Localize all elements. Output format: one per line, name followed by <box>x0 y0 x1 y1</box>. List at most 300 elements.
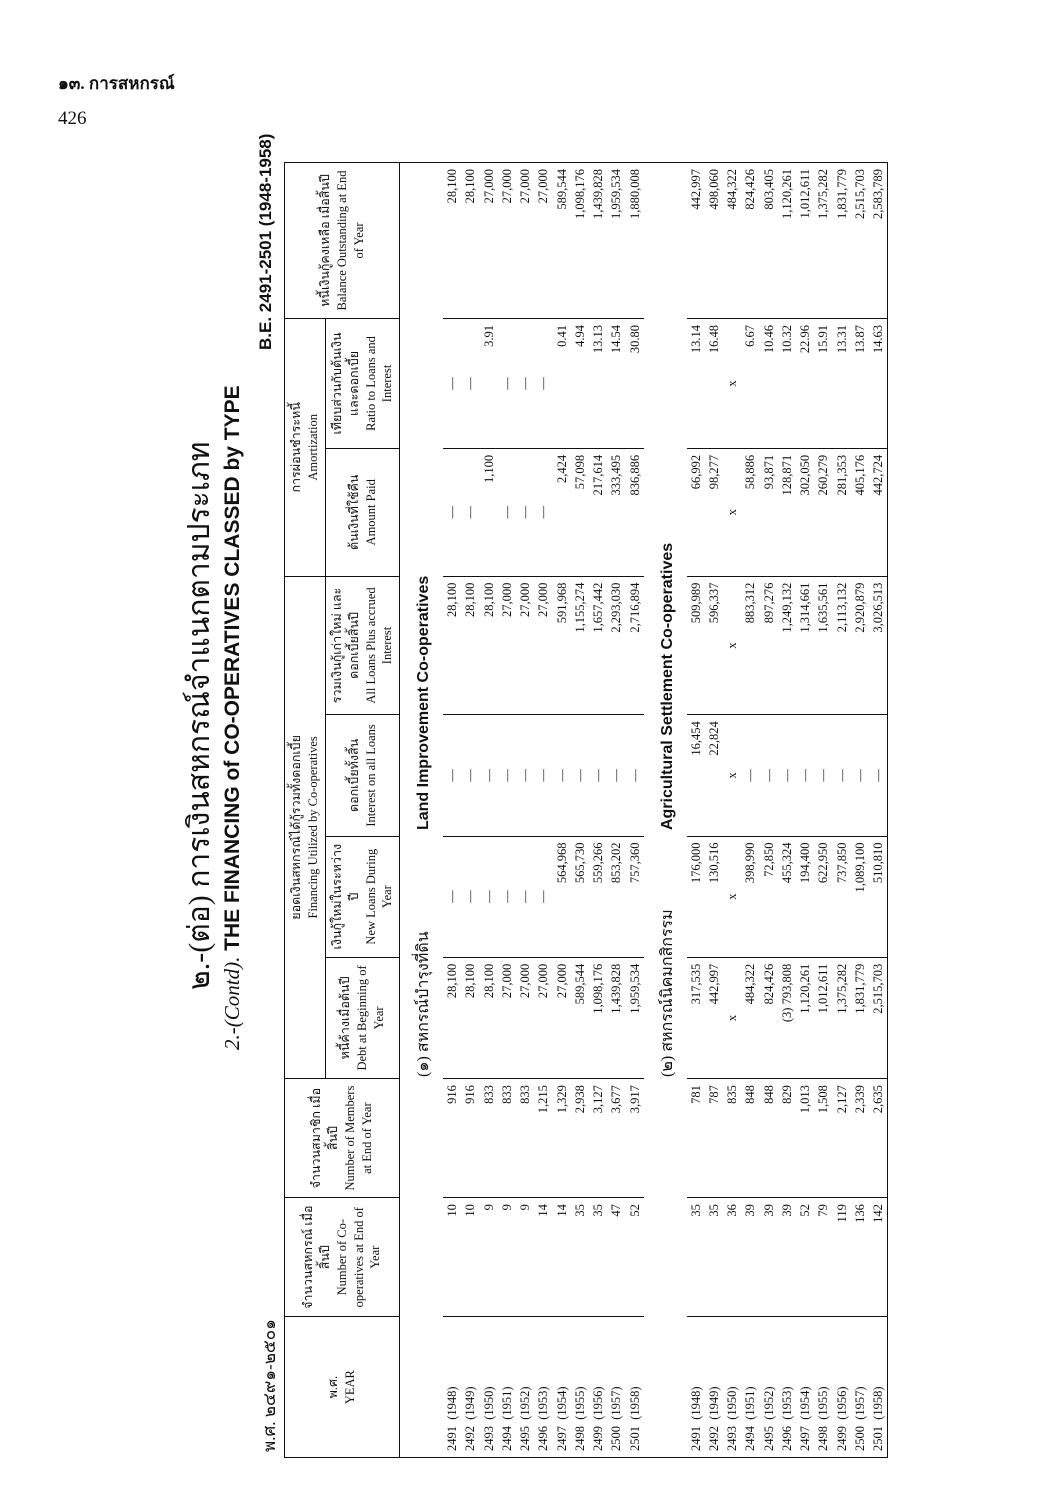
cell-paid: — <box>443 448 461 576</box>
cell-balance: 442,997 <box>687 163 705 319</box>
year-be: 2499 <box>834 1426 849 1451</box>
section-heading-row <box>400 163 443 1458</box>
cell-debt: 27,000 <box>498 957 516 1078</box>
header-all-en: All Loans Plus accrued Interest <box>363 587 395 704</box>
cell-coops: 14 <box>553 1198 571 1317</box>
cell-members: 3,917 <box>626 1079 644 1198</box>
cell-ratio: 6.67 <box>741 318 759 448</box>
year-ce: (1948) <box>688 1386 703 1420</box>
table-row <box>480 163 498 1458</box>
cell-all: 2,716,894 <box>626 576 644 715</box>
table-row <box>516 163 534 1458</box>
cell-paid: 217,614 <box>589 448 607 576</box>
cell-debt: 2,515,703 <box>869 957 888 1078</box>
year-be: 2493 <box>481 1426 496 1451</box>
cell-paid: — <box>516 448 534 576</box>
cell-members: 2,339 <box>851 1079 869 1198</box>
header-debt-en: Debt at Beginning of Year <box>355 965 386 1071</box>
cell-coops: 52 <box>626 1198 644 1317</box>
cell-coops: 9 <box>480 1198 498 1317</box>
cell-balance: 2,583,789 <box>869 163 888 319</box>
cell-paid: 281,353 <box>833 448 851 576</box>
cell-coops: 36 <box>723 1198 741 1317</box>
year-cell <box>741 1317 759 1458</box>
cell-paid: 1,100 <box>480 448 498 576</box>
cell-ratio: 14.54 <box>607 318 625 448</box>
cell-ratio: 15.91 <box>814 318 832 448</box>
year-ce: (1949) <box>706 1386 721 1420</box>
cell-ratio: 14.63 <box>869 318 888 448</box>
cell-balance: 1,375,282 <box>814 163 832 319</box>
table-row <box>796 163 814 1458</box>
cell-ratio: — <box>461 318 479 448</box>
year-cell <box>723 1317 741 1458</box>
cell-balance: 2,515,703 <box>851 163 869 319</box>
year-ce: (1953) <box>536 1386 551 1420</box>
cell-new: 564,968 <box>553 836 571 957</box>
cell-ratio: — <box>534 318 552 448</box>
cell-all: 2,920,879 <box>851 576 869 715</box>
cell-coops: 35 <box>571 1198 589 1317</box>
cell-coops: 35 <box>589 1198 607 1317</box>
cell-paid: 98,277 <box>705 448 723 576</box>
cell-members: 2,635 <box>869 1079 888 1198</box>
year-be: 2491 <box>445 1426 460 1451</box>
table-row <box>571 163 589 1458</box>
table-row <box>589 163 607 1458</box>
cell-debt: 1,120,261 <box>796 957 814 1078</box>
header-coops <box>285 1198 400 1317</box>
year-ce: (1953) <box>779 1386 794 1420</box>
year-ce: (1951) <box>743 1386 758 1420</box>
cell-members: 1,508 <box>814 1079 832 1198</box>
cell-interest: — <box>461 715 479 836</box>
cell-coops: 14 <box>534 1198 552 1317</box>
cell-all: 27,000 <box>516 576 534 715</box>
cell-balance: 1,120,261 <box>778 163 796 319</box>
cell-all: 3,026,513 <box>869 576 888 715</box>
year-cell <box>607 1317 625 1458</box>
table-row <box>833 163 851 1458</box>
cell-interest: — <box>741 715 759 836</box>
cell-coops: 39 <box>760 1198 778 1317</box>
cell-all: 27,000 <box>534 576 552 715</box>
cell-new: 455,324 <box>778 836 796 957</box>
financing-table <box>284 162 888 1458</box>
cell-interest: — <box>626 715 644 836</box>
cell-all: x <box>723 576 741 715</box>
cell-debt: 1,439,828 <box>607 957 625 1078</box>
cell-balance: 27,000 <box>516 163 534 319</box>
year-ce: (1951) <box>499 1386 514 1420</box>
cell-all: 2,293,030 <box>607 576 625 715</box>
header-new-loans <box>325 836 400 957</box>
cell-interest: — <box>516 715 534 836</box>
cell-ratio: 3.91 <box>480 318 498 448</box>
cell-interest: — <box>571 715 589 836</box>
header-year-en: YEAR <box>343 1370 358 1405</box>
cell-members: 3,677 <box>607 1079 625 1198</box>
cell-ratio: 13.87 <box>851 318 869 448</box>
cell-coops: 39 <box>778 1198 796 1317</box>
year-cell <box>760 1317 778 1458</box>
year-cell <box>571 1317 589 1458</box>
year-ce: (1954) <box>798 1386 813 1420</box>
cell-paid: — <box>461 448 479 576</box>
section-name-thai: (๑) สหกรณ์บำรุงที่ดิน <box>400 836 443 1457</box>
year-be: 2492 <box>463 1426 478 1451</box>
year-be: 2497 <box>554 1426 569 1451</box>
table-row <box>534 163 552 1458</box>
table-row <box>741 163 759 1458</box>
cell-new: — <box>516 836 534 957</box>
cell-debt: 1,831,779 <box>851 957 869 1078</box>
header-financing-en: Financing Utilized by Co-operatives <box>305 736 320 919</box>
year-cell <box>705 1317 723 1458</box>
cell-all: 883,312 <box>741 576 759 715</box>
year-cell <box>626 1317 644 1458</box>
cell-debt: 589,544 <box>571 957 589 1078</box>
cell-all: 509,989 <box>687 576 705 715</box>
cell-all: 28,100 <box>461 576 479 715</box>
cell-members: 833 <box>516 1079 534 1198</box>
year-cell <box>778 1317 796 1458</box>
cell-balance: 28,100 <box>461 163 479 319</box>
cell-ratio: 10.32 <box>778 318 796 448</box>
year-be: 2501 <box>627 1426 642 1451</box>
cell-members: 829 <box>778 1079 796 1198</box>
year-cell <box>443 1317 461 1458</box>
cell-debt: 484,322 <box>741 957 759 1078</box>
cell-balance: 1,439,828 <box>589 163 607 319</box>
cell-balance: 28,100 <box>443 163 461 319</box>
cell-members: 916 <box>461 1079 479 1198</box>
cell-paid: 66,992 <box>687 448 705 576</box>
cell-coops: 119 <box>833 1198 851 1317</box>
year-be: 2496 <box>536 1426 551 1451</box>
cell-members: 1,215 <box>534 1079 552 1198</box>
cell-interest: — <box>760 715 778 836</box>
cell-debt: 442,997 <box>705 957 723 1078</box>
year-be: 2498 <box>572 1426 587 1451</box>
year-cell <box>851 1317 869 1458</box>
header-balance-en: Balance Outstanding at End of Year <box>334 170 366 311</box>
year-be: 2500 <box>609 1426 624 1451</box>
cell-balance: 1,831,779 <box>833 163 851 319</box>
year-cell <box>498 1317 516 1458</box>
header-coops-en: Number of Co-operatives at End of Year <box>334 1207 383 1308</box>
cell-balance: 27,000 <box>480 163 498 319</box>
cell-all: 1,657,442 <box>589 576 607 715</box>
header-year-th: พ.ศ. <box>326 1375 341 1399</box>
title-thai: ๒.-(ต่อ) การเงินสหกรณ์จำแนกตามประเภท <box>183 441 216 990</box>
cell-ratio: 16.48 <box>705 318 723 448</box>
cell-new: — <box>498 836 516 957</box>
cell-coops: 10 <box>443 1198 461 1317</box>
cell-members: 3,127 <box>589 1079 607 1198</box>
table-row <box>498 163 516 1458</box>
year-cell <box>833 1317 851 1458</box>
header-balance <box>285 163 400 319</box>
header-members-th: จำนวนสมาชิก เมื่อสิ้นปี <box>309 1087 341 1189</box>
cell-debt: 28,100 <box>461 957 479 1078</box>
rotated-table-page <box>170 133 970 1470</box>
cell-ratio: 13.13 <box>589 318 607 448</box>
year-be: 2501 <box>871 1426 886 1451</box>
year-cell <box>553 1317 571 1458</box>
year-ce: (1952) <box>761 1386 776 1420</box>
year-be: 2495 <box>518 1426 533 1451</box>
header-all-th: รวมเงินกู้เก่าใหม่ และดอกเบี้ยสิ้นปี <box>329 587 361 704</box>
year-cell <box>516 1317 534 1458</box>
cell-coops: 35 <box>705 1198 723 1317</box>
cell-debt: (3) 793,808 <box>778 957 796 1078</box>
cell-ratio: x <box>723 318 741 448</box>
cell-new: 737,850 <box>833 836 851 957</box>
year-cell <box>589 1317 607 1458</box>
header-ratio-en: Ratio to Loans and Interest <box>363 336 395 431</box>
header-new-th: เงินกู้ใหม่ในระหว่างปี <box>329 843 361 950</box>
year-ce: (1950) <box>481 1386 496 1420</box>
title-english-prefix: 2.-(Contd). <box>220 956 244 1050</box>
cell-interest: 16,454 <box>687 715 705 836</box>
cell-members: 1,329 <box>553 1079 571 1198</box>
cell-new: — <box>534 836 552 957</box>
cell-coops: 142 <box>869 1198 888 1317</box>
header-ratio-th: เทียบส่วนกับต้นเงินและดอกเบี้ย <box>329 332 361 435</box>
header-coops-th: จำนวนสหกรณ์ เมื่อสิ้นปี <box>300 1205 332 1309</box>
table-row <box>705 163 723 1458</box>
page-number: 426 <box>58 108 87 129</box>
cell-coops: 79 <box>814 1198 832 1317</box>
year-ce: (1950) <box>725 1386 740 1420</box>
year-cell <box>461 1317 479 1458</box>
year-be: 2492 <box>706 1426 721 1451</box>
cell-interest: — <box>869 715 888 836</box>
header-members-en: Number of Members at End of Year <box>343 1085 374 1191</box>
cell-new: 1,089,100 <box>851 836 869 957</box>
cell-new: — <box>461 836 479 957</box>
header-balance-th: หนี้เงินกู้คงเหลือ เมื่อสิ้นปี <box>317 174 332 307</box>
cell-debt: 317,535 <box>687 957 705 1078</box>
cell-new: 559,266 <box>589 836 607 957</box>
cell-interest: — <box>553 715 571 836</box>
cell-balance: 1,098,176 <box>571 163 589 319</box>
header-year <box>285 1317 400 1458</box>
year-ce: (1948) <box>445 1386 460 1420</box>
cell-interest: — <box>833 715 851 836</box>
cell-coops: 9 <box>498 1198 516 1317</box>
year-ce: (1957) <box>852 1386 867 1420</box>
year-be: 2494 <box>743 1426 758 1451</box>
table-row <box>461 163 479 1458</box>
cell-interest: — <box>498 715 516 836</box>
year-be: 2499 <box>591 1426 606 1451</box>
cell-balance: 824,426 <box>741 163 759 319</box>
header-debt <box>325 957 400 1078</box>
table-row <box>687 163 705 1458</box>
cell-debt: 27,000 <box>553 957 571 1078</box>
year-ce: (1958) <box>871 1386 886 1420</box>
cell-members: 787 <box>705 1079 723 1198</box>
header-financing <box>285 576 326 1078</box>
year-be: 2495 <box>761 1426 776 1451</box>
cell-paid: 442,724 <box>869 448 888 576</box>
cell-balance: 27,000 <box>498 163 516 319</box>
period-thai: พ.ศ. ๒๔๙๑-๒๕๐๑ <box>260 1319 279 1452</box>
cell-new: 565,730 <box>571 836 589 957</box>
table-row <box>869 163 888 1458</box>
cell-new: 853,202 <box>607 836 625 957</box>
header-new-en: New Loans During Year <box>363 848 395 945</box>
cell-paid: 57,098 <box>571 448 589 576</box>
cell-ratio: — <box>443 318 461 448</box>
cell-paid: — <box>498 448 516 576</box>
header-paid-en: Amount Paid <box>363 479 378 546</box>
year-ce: (1952) <box>518 1386 533 1420</box>
cell-balance: 27,000 <box>534 163 552 319</box>
header-financing-th: ยอดเงินสหกรณ์ได้กู้รวมทั้งดอกเบี้ย <box>289 735 303 920</box>
cell-new: x <box>723 836 741 957</box>
header-debt-th: หนี้ค้างเมื่อต้นปี <box>338 976 353 1060</box>
cell-paid: 260,279 <box>814 448 832 576</box>
cell-coops: 47 <box>607 1198 625 1317</box>
year-cell <box>687 1317 705 1458</box>
cell-new: 130,516 <box>705 836 723 957</box>
cell-debt: 28,100 <box>443 957 461 1078</box>
cell-new: 757,360 <box>626 836 644 957</box>
section-heading-row <box>644 163 687 1458</box>
header-all-loans <box>325 576 400 715</box>
cell-all: 1,635,561 <box>814 576 832 715</box>
cell-balance: 589,544 <box>553 163 571 319</box>
cell-paid: 128,871 <box>778 448 796 576</box>
section-name-english: Agricultural Settlement Co-operatives <box>644 163 687 837</box>
cell-all: 897,276 <box>760 576 778 715</box>
cell-interest: — <box>796 715 814 836</box>
cell-new: 622,950 <box>814 836 832 957</box>
cell-interest: — <box>851 715 869 836</box>
cell-debt: 1,375,282 <box>833 957 851 1078</box>
header-amort-en: Amortization <box>305 414 320 481</box>
cell-interest: — <box>480 715 498 836</box>
cell-balance: 1,012,611 <box>796 163 814 319</box>
year-cell <box>480 1317 498 1458</box>
year-be: 2493 <box>725 1426 740 1451</box>
header-amort-th: การผ่อนชำระหนี้ <box>289 402 303 493</box>
year-ce: (1957) <box>609 1386 624 1420</box>
cell-all: 2,113,132 <box>833 576 851 715</box>
cell-paid: 302,050 <box>796 448 814 576</box>
header-members <box>285 1079 400 1198</box>
cell-members: 833 <box>480 1079 498 1198</box>
cell-debt: 27,000 <box>534 957 552 1078</box>
cell-all: 27,000 <box>498 576 516 715</box>
header-amount-paid <box>325 448 400 576</box>
year-ce: (1955) <box>572 1386 587 1420</box>
cell-debt: 27,000 <box>516 957 534 1078</box>
cell-coops: 52 <box>796 1198 814 1317</box>
cell-coops: 136 <box>851 1198 869 1317</box>
cell-coops: 10 <box>461 1198 479 1317</box>
year-be: 2498 <box>816 1426 831 1451</box>
cell-members: 833 <box>498 1079 516 1198</box>
cell-paid: — <box>534 448 552 576</box>
year-cell <box>814 1317 832 1458</box>
year-ce: (1954) <box>554 1386 569 1420</box>
cell-new: — <box>480 836 498 957</box>
cell-new: 398,990 <box>741 836 759 957</box>
year-ce: (1949) <box>463 1386 478 1420</box>
cell-debt: 824,426 <box>760 957 778 1078</box>
cell-interest: 22,824 <box>705 715 723 836</box>
year-be: 2496 <box>779 1426 794 1451</box>
year-ce: (1955) <box>816 1386 831 1420</box>
header-interest-th: ดอกเบี้ยทั้งสิ้น <box>346 738 361 813</box>
cell-ratio: 13.14 <box>687 318 705 448</box>
cell-interest: — <box>534 715 552 836</box>
table-row <box>851 163 869 1458</box>
year-ce: (1956) <box>591 1386 606 1420</box>
title-english <box>220 385 245 1050</box>
cell-new: 176,000 <box>687 836 705 957</box>
cell-all: 596,337 <box>705 576 723 715</box>
cell-paid: 2,424 <box>553 448 571 576</box>
header-interest <box>325 715 400 836</box>
cell-interest: — <box>814 715 832 836</box>
cell-balance: 484,322 <box>723 163 741 319</box>
cell-coops: 9 <box>516 1198 534 1317</box>
year-be: 2494 <box>499 1426 514 1451</box>
title-english-main: THE FINANCING of CO-OPERATIVES CLASSED by TYPE <box>221 385 244 951</box>
header-amortization <box>285 318 326 576</box>
cell-balance: 1,959,534 <box>607 163 625 319</box>
cell-coops: 39 <box>741 1198 759 1317</box>
cell-members: 835 <box>723 1079 741 1198</box>
cell-balance: 1,880,008 <box>626 163 644 319</box>
cell-members: 781 <box>687 1079 705 1198</box>
table-body <box>400 163 888 1458</box>
year-ce: (1956) <box>834 1386 849 1420</box>
cell-ratio: 30.80 <box>626 318 644 448</box>
year-be: 2497 <box>798 1426 813 1451</box>
cell-ratio: 10.46 <box>760 318 778 448</box>
header-paid-th: ต้นเงินที่ใช้คืน <box>346 474 361 550</box>
cell-interest: x <box>723 715 741 836</box>
year-be: 2500 <box>852 1426 867 1451</box>
cell-members: 848 <box>741 1079 759 1198</box>
cell-paid: 405,176 <box>851 448 869 576</box>
cell-paid: 93,871 <box>760 448 778 576</box>
table-row <box>814 163 832 1458</box>
table-row <box>553 163 571 1458</box>
cell-new: 510,810 <box>869 836 888 957</box>
cell-members: 1,013 <box>796 1079 814 1198</box>
running-head: ๑๓. การสหกรณ์ <box>58 74 175 93</box>
cell-paid: x <box>723 448 741 576</box>
cell-members: 2,127 <box>833 1079 851 1198</box>
year-cell <box>869 1317 888 1458</box>
cell-ratio: 0.41 <box>553 318 571 448</box>
table-row <box>778 163 796 1458</box>
cell-debt: 1,959,534 <box>626 957 644 1078</box>
cell-interest: — <box>589 715 607 836</box>
cell-interest: — <box>607 715 625 836</box>
cell-ratio: — <box>516 318 534 448</box>
section-name-english: Land Improvement Co-operatives <box>400 163 443 837</box>
cell-ratio: 22.96 <box>796 318 814 448</box>
table-row <box>607 163 625 1458</box>
